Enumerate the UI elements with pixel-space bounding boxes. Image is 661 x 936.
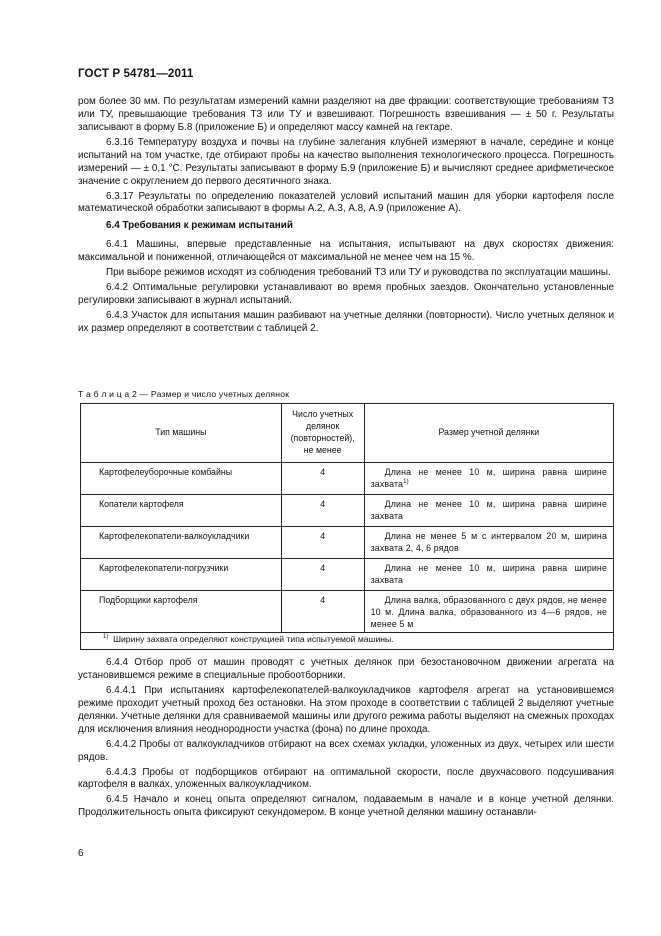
paragraph-6-4-5: 6.4.5 Начало и конец опыта определяют сигналом, подаваемым в начале и в конце учетной делянки. Продолжительность опыта фиксируют секундомером. В конце учетной делянки машину останавли- [78, 794, 614, 819]
table-row [81, 495, 614, 527]
table-row [81, 559, 614, 591]
cell-plot-count: 4 [281, 527, 364, 559]
page-number: 6 [78, 848, 84, 859]
document-header: ГОСТ Р 54781—2011 [78, 67, 194, 80]
section-heading-6-4: 6.4 Требования к режимам испытаний [106, 220, 293, 232]
paragraph-6-4-2: 6.4.2 Оптимальные регулировки устанавливают во время пробных заездов. Окончательно установленные регулировки записывают в журнал испытаний. [78, 282, 614, 307]
paragraph-6-4-4-1: 6.4.4.1 При испытаниях картофелекопателей-валкоукладчиков картофеля агрегат на установившемся режиме проходит учетный проход без остановки. На этом проходе в соответствии с таблицей 2 выделяют учетные делянки. Учетные делянки для сравниваемой машины или другого режима работы выделяют на смежных проходах для исключения влияния неоднородности участка (фона) по длине прохода. [78, 684, 614, 735]
cell-plot-count: 4 [281, 559, 364, 591]
paragraph-6-4-1: 6.4.1 Машины, впервые представленные на испытания, испытывают на двух скоростях движения: максимальной и пониженной, отличающейся от максимальной не менее чем на 15 %. [78, 239, 614, 264]
cell-plot-size: Длина не менее 5 м с интервалом 20 м, ширина захвата 2, 4, 6 рядов [364, 527, 613, 559]
footnote-mark: 1) [403, 478, 409, 485]
table-row [81, 463, 614, 495]
paragraph-6-3-16: 6.3.16 Температуру воздуха и почвы на глубине залегания клубней измеряют в начале, середине и конце испытаний на том участке, где отбирают пробы на качество выполнения технологического процесса. Погрешность измерений — ± 0,1 °С. Результаты записывают в форму Б.9 (приложение Б) и вычисляют среднее арифметическое значение с округлением до первого десятичного знака. [78, 136, 614, 187]
body-text-bottom [78, 657, 614, 822]
cell-plot-size: Длина не менее 10 м, ширина равна ширине захвата [364, 495, 613, 527]
table-footnote [81, 633, 614, 650]
paragraph-6-3-17: 6.3.17 Результаты по определению показателей условий испытаний машин для уборки картофеля после математической обработки записывают в формы А.2, А.3, А.8, А.9 (приложение А). [78, 190, 614, 215]
footnote-text: Ширину захвата определяют конструкцией типа испытуемой машины. [113, 634, 394, 645]
table-header-row [81, 404, 614, 463]
cell-plot-size: Длина валка, образованного с двух рядов, не менее 10 м. Длина валка, образованного из 4—6 рядов, не менее 5 м [364, 591, 613, 633]
cell-machine-type: Копатели картофеля [81, 495, 282, 527]
plot-size-text: Длина не менее 10 м, ширина равна ширине захвата [370, 467, 607, 489]
paragraph-6-4-4: 6.4.4 Отбор проб от машин проводят с учетных делянок при безостановочном движении агрегата на установившемся режиме в специальные пробоотборники. [78, 657, 614, 681]
cell-machine-type: Картофелекопатели-погрузчики [81, 559, 282, 591]
table-caption: Т а б л и ц а 2 — Размер и число учетных делянок [78, 389, 290, 399]
paragraph-6-4-4-2: 6.4.4.2 Пробы от валкоукладчиков отбирают на всех схемах укладки, уложенных из двух, четырех или шести рядов. [78, 738, 614, 763]
cell-machine-type: Картофелеуборочные комбайны [81, 463, 282, 495]
cell-plot-count: 4 [281, 463, 364, 495]
footnote-mark: 1) [103, 634, 109, 641]
table-row [81, 527, 614, 559]
cell-plot-size: Длина не менее 10 м, ширина равна ширине захвата [364, 559, 613, 591]
table-row [81, 591, 614, 633]
cell-plot-count: 4 [281, 591, 364, 633]
paragraph-6-4-1-modes: При выборе режимов исходят из соблюдения требований ТЗ или ТУ и руководства по эксплуатации машины. [106, 267, 611, 279]
cell-machine-type: Картофелекопатели-валкоукладчики [81, 527, 282, 559]
body-text-top [78, 96, 614, 338]
table-footnote-row [81, 633, 614, 650]
paragraph-continuation: ром более 30 мм. По результатам измерений камни разделяют на две фракции: соответствующие требованиям ТЗ или ТУ, превышающие требования ТЗ или ТУ и взвешивают. Погрешность взвешивания — ± 50 г. Результаты записывают в форму Б.8 (приложение Б) и определяют массу камней на гектаре. [78, 96, 614, 133]
plots-table [80, 403, 614, 650]
cell-machine-type: Подборщики картофеля [81, 591, 282, 633]
paragraph-6-4-3: 6.4.3 Участок для испытания машин разбивают на учетные делянки (повторности). Число учетных делянок и их размер определяют в соответствии с таблицей 2. [78, 310, 614, 334]
header-machine-type: Тип машины [81, 404, 282, 463]
header-plot-count: Число учетных делянок (повторностей), не менее [281, 404, 364, 463]
header-plot-size: Размер учетной делянки [364, 404, 613, 463]
cell-plot-size [364, 463, 613, 495]
paragraph-6-4-4-3: 6.4.4.3 Пробы от подборщиков отбирают на оптимальной скорости, после двухчасового подсушивания картофеля в валках, уложенных валкоукладчиком. [78, 766, 614, 791]
cell-plot-count: 4 [281, 495, 364, 527]
